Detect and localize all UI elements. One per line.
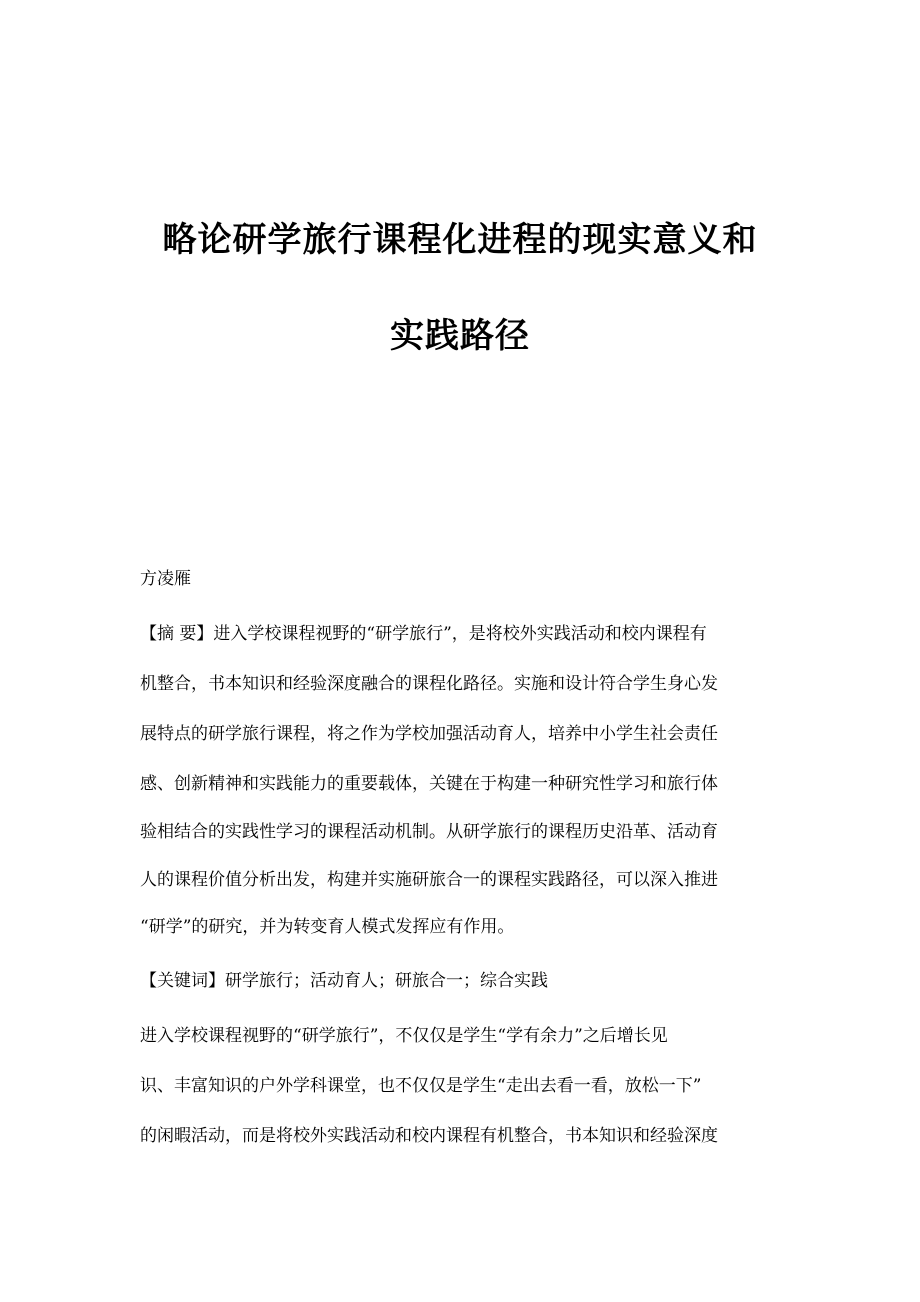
body-line: 进入学校课程视野的“研学旅行”，不仅仅是学生“学有余力”之后增长见 (140, 1026, 668, 1046)
author: 方凌雁 (140, 569, 191, 589)
abstract-line: 感、创新精神和实践能力的重要载体，关键在于构建一种研究性学习和旅行体 (140, 774, 718, 794)
abstract-line (140, 622, 790, 646)
abstract-line: 验相结合的实践性学习的课程活动机制。从研学旅行的课程历史沿革、活动育 (140, 822, 718, 842)
body-line: 的闲暇活动，而是将校外实践活动和校内课程有机整合，书本知识和经验深度 (140, 1126, 718, 1146)
abstract-line: 人的课程价值分析出发，构建并实施研旅合一的课程实践路径，可以深入推进 (140, 870, 718, 890)
title-line-2: 实践路径 (390, 316, 530, 356)
abstract-label: 【摘 要】 (140, 624, 214, 644)
abstract-line: 展特点的研学旅行课程，将之作为学校加强活动育人，培养中小学生社会责任 (140, 724, 718, 744)
keywords-text: 研学旅行；活动育人；研旅合一；综合实践 (225, 971, 548, 991)
keywords-line (140, 969, 790, 993)
abstract-line: “研学”的研究，并为转变育人模式发挥应有作用。 (140, 917, 515, 937)
body-line: 识、丰富知识的户外学科课堂，也不仅仅是学生“走出去看一看，放松一下” (140, 1076, 702, 1096)
abstract-line: 机整合，书本知识和经验深度融合的课程化路径。实施和设计符合学生身心发 (140, 674, 718, 694)
title-line-1: 略论研学旅行课程化进程的现实意义和 (162, 220, 758, 260)
abstract-text: 进入学校课程视野的“研学旅行”，是将校外实践活动和校内课程有 (213, 624, 707, 644)
keywords-label: 【关键词】 (140, 971, 225, 991)
